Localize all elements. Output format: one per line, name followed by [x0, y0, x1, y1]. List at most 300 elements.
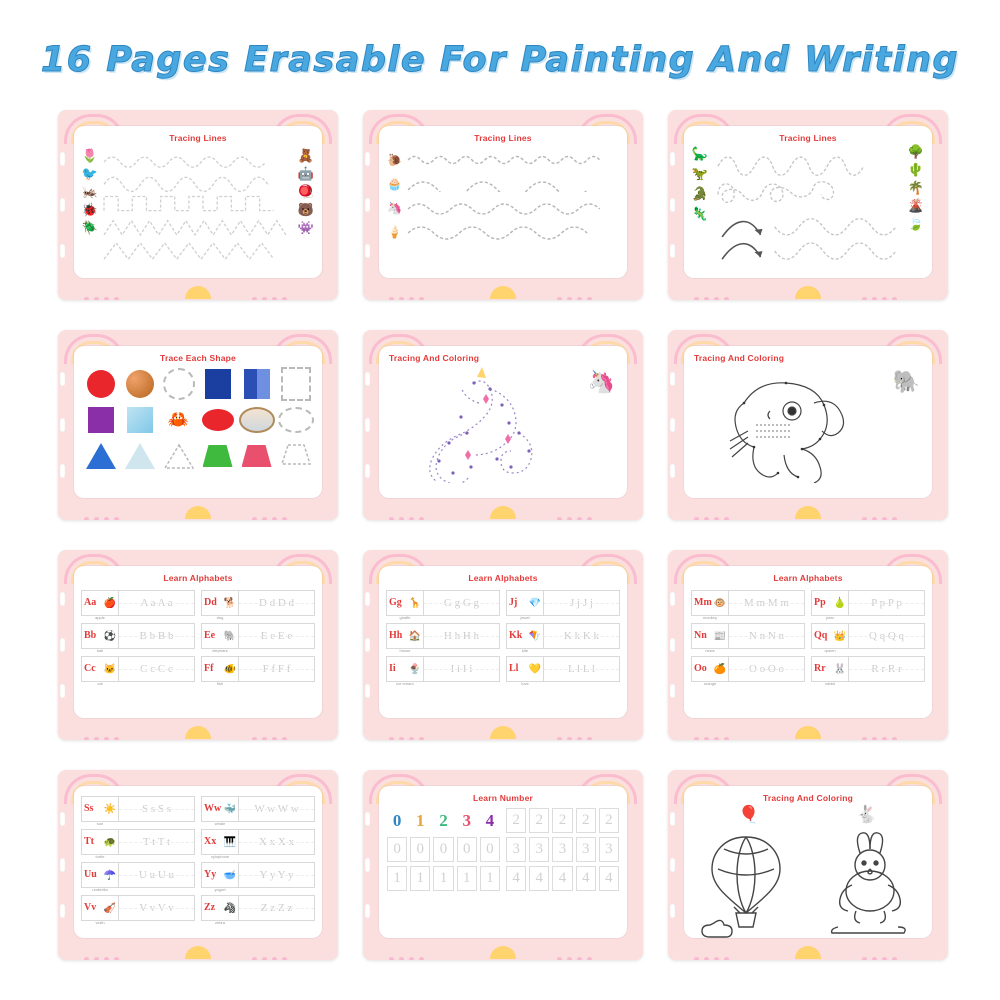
number-trace-cell[interactable]: 0 [387, 837, 407, 862]
number-sample: 4 [485, 810, 495, 830]
sun-icon [490, 946, 516, 959]
bug-sticker: 🦗 [81, 184, 99, 199]
number-row [506, 836, 619, 863]
alphabet-trace[interactable]: A a A a [119, 590, 195, 616]
number-trace-cell[interactable]: 2 [506, 808, 526, 833]
monkey-icon: 🐵 [713, 597, 726, 609]
page-sheet [684, 346, 932, 498]
cat-icon: 🐱 [103, 663, 116, 675]
dot-decor [694, 509, 754, 515]
sun-icon: ☀️ [103, 803, 116, 815]
dot-to-dot-area [684, 363, 932, 483]
alphabet-trace[interactable]: I i I i [424, 656, 500, 682]
page-sheet [684, 126, 932, 278]
alphabet-trace[interactable]: F f F f [239, 656, 315, 682]
sheet-title: Tracing Lines [474, 133, 532, 143]
number-trace-cell[interactable]: 1 [480, 866, 500, 891]
number-row [506, 865, 619, 892]
workbook-page[interactable] [668, 330, 948, 520]
number-row [387, 807, 500, 834]
workbook-page[interactable] [58, 550, 338, 740]
dot-decor [862, 729, 922, 735]
tracing-line [406, 200, 619, 216]
cactus-sticker: 🌵 [907, 162, 925, 177]
dot-decor [557, 509, 617, 515]
number-trace-cell[interactable]: 1 [457, 866, 477, 891]
newspaper-icon: 📰 [713, 630, 726, 642]
alphabet-letters: Rr [814, 663, 826, 674]
alphabet-word: house [399, 648, 411, 653]
binding-hole [670, 372, 675, 386]
sun-icon [185, 946, 211, 959]
alphabet-trace[interactable]: O o O o [729, 656, 805, 682]
page-sheet [684, 786, 932, 938]
alphabet-trace[interactable]: E e E e [239, 623, 315, 649]
number-trace-cell[interactable]: 4 [529, 866, 549, 891]
alphabet-word: violin [95, 920, 105, 925]
alphabet-letters: Cc [84, 663, 96, 674]
cupcake-sticker: 🧁 [387, 176, 402, 191]
alphabet-word: sun [96, 821, 104, 826]
crab-sticker: 🦀 [167, 410, 190, 429]
binding-hole [365, 198, 370, 212]
alphabet-trace[interactable]: D d D d [239, 590, 315, 616]
ball-icon: ⚽ [103, 630, 116, 642]
alphabet-word: ball [96, 648, 104, 653]
number-trace-cell[interactable]: 3 [529, 837, 549, 862]
dot-decor [252, 729, 312, 735]
workbook-page[interactable] [363, 550, 643, 740]
alphabet-entry[interactable] [386, 654, 500, 684]
alphabet-trace[interactable]: V v V v [119, 895, 195, 921]
dot-decor [557, 289, 617, 295]
square-picture-shape [127, 407, 153, 433]
binding-hole [365, 684, 370, 698]
alphabet-letters: Ll [509, 663, 519, 674]
workbook-page[interactable] [363, 110, 643, 300]
workbook-page[interactable] [668, 770, 948, 960]
palm-tree-sticker: 🌴 [907, 180, 925, 195]
alphabet-entry[interactable] [811, 654, 925, 684]
workbook-page[interactable] [58, 330, 338, 520]
alphabet-trace[interactable]: T t T t [119, 829, 195, 855]
alphabet-entry[interactable] [201, 621, 315, 651]
oval-picture-shape [239, 407, 275, 433]
binding-hole [365, 464, 370, 478]
binding-hole [60, 418, 65, 432]
number-trace-cell[interactable]: 2 [552, 808, 572, 833]
number-trace-cell[interactable]: 3 [599, 837, 619, 862]
rabbit-outline[interactable] [820, 829, 920, 938]
alphabet-word: news [705, 648, 715, 653]
page-sheet [684, 566, 932, 718]
page-sheet [379, 786, 627, 938]
binding-hole [670, 244, 675, 258]
alphabet-word: love [521, 681, 529, 686]
alphabet-entry[interactable] [201, 827, 315, 857]
number-trace-cell[interactable]: 1 [433, 866, 453, 891]
number-row [387, 836, 500, 863]
binding-hole [60, 198, 65, 212]
page-sheet [379, 346, 627, 498]
hot-air-balloon-outline[interactable] [696, 829, 796, 938]
number-trace-cell[interactable]: 2 [576, 808, 596, 833]
alphabet-trace[interactable]: Z z Z z [239, 895, 315, 921]
dot-decor [862, 509, 922, 515]
dot-decor [84, 289, 144, 295]
kite-icon: 🪁 [528, 630, 541, 642]
dot-decor [862, 949, 922, 955]
dot-decor [694, 729, 754, 735]
dot-decor [252, 289, 312, 295]
alphabet-letters: Ii [389, 663, 396, 674]
alphabet-trace[interactable]: S s S s [119, 796, 195, 822]
number-trace-cell[interactable]: 0 [480, 837, 500, 862]
workbook-page[interactable] [668, 110, 948, 300]
rectangle-dashed-shape[interactable] [281, 367, 311, 401]
sheet-title: Tracing And Coloring [694, 353, 785, 363]
alphabet-entry[interactable] [81, 588, 195, 618]
workbook-page[interactable] [58, 770, 338, 960]
alphabet-letters: Dd [204, 597, 217, 608]
dot-decor [557, 729, 617, 735]
alphabet-letters: Yy [204, 869, 217, 880]
alphabet-entry[interactable] [201, 860, 315, 890]
dinosaur-pink-sticker: 🦎 [691, 206, 709, 221]
binding-hole [670, 904, 675, 918]
dinosaur-blue-sticker: 🦖 [691, 166, 709, 181]
sun-icon [490, 506, 516, 519]
alphabet-trace[interactable]: W w W w [239, 796, 315, 822]
xylophone-icon: 🎹 [223, 836, 236, 848]
alphabet-trace[interactable]: Q q Q q [849, 623, 925, 649]
oval-solid-shape [202, 409, 234, 431]
number-trace-cell[interactable]: 4 [552, 866, 572, 891]
number-sample: 2 [439, 810, 448, 830]
rectangle-picture-shape [244, 369, 270, 399]
alphabet-trace[interactable]: K k K k [544, 623, 620, 649]
orange-icon: 🍊 [713, 663, 726, 675]
binding-hole [60, 858, 65, 872]
alphabet-word: whale [214, 821, 226, 826]
tracing-line [406, 176, 619, 192]
alphabet-entry[interactable] [201, 794, 315, 824]
number-trace-cell[interactable]: 0 [433, 837, 453, 862]
alphabet-entry[interactable] [81, 893, 195, 923]
tracing-line-shapes [714, 150, 902, 263]
sun-icon [185, 286, 211, 299]
tracing-row [387, 221, 619, 243]
alphabet-word: apple [95, 615, 105, 620]
sticker-column-right [296, 148, 316, 235]
house-icon: 🏠 [408, 630, 421, 642]
dot-decor [862, 289, 922, 295]
alphabet-entry[interactable] [81, 654, 195, 684]
alphabet-entry[interactable] [81, 794, 195, 824]
binding-hole [60, 684, 65, 698]
fish-icon: 🐠 [223, 663, 236, 675]
alphabet-trace[interactable]: C c C c [119, 656, 195, 682]
page-sheet [74, 566, 322, 718]
binding-hole [60, 904, 65, 918]
alphabet-grid [379, 583, 627, 684]
sun-icon [795, 286, 821, 299]
unicorn-sticker: 🦄 [587, 369, 615, 394]
binding-hole [670, 812, 675, 826]
alphabet-word: cat [97, 681, 103, 686]
sheet-title: Learn Alphabets [773, 573, 843, 583]
alphabet-letters: Zz [204, 902, 216, 913]
alphabet-trace[interactable]: N n N n [729, 623, 805, 649]
alphabet-word: zebra [214, 920, 225, 925]
toy-sticker: 🪀 [297, 184, 315, 199]
alphabet-letters: Qq [814, 630, 828, 641]
page-sheet [379, 126, 627, 278]
dot-decor [694, 289, 754, 295]
alphabet-letters: Xx [204, 836, 217, 847]
dot-decor [84, 949, 144, 955]
unicorn-sticker: 🦄 [387, 200, 402, 215]
sticker-column-left [690, 146, 710, 221]
triangle-solid-shape [86, 443, 116, 469]
binding-hole [670, 592, 675, 606]
dot-decor [389, 729, 449, 735]
triangle-dashed-shape[interactable] [164, 443, 194, 469]
alphabet-word: turtle [95, 854, 105, 859]
bear-sticker: 🐻 [297, 202, 315, 217]
volcano-sticker: 🌋 [907, 198, 925, 213]
alphabet-entry[interactable] [506, 621, 620, 651]
sticker-column-left [80, 148, 100, 235]
alphabet-word: ice cream [396, 681, 414, 686]
binding-hole [60, 372, 65, 386]
yogurt-icon: 🥣 [223, 869, 236, 881]
alphabet-trace[interactable]: X x X x [239, 829, 315, 855]
alphabet-trace[interactable]: L l L l [544, 656, 620, 682]
number-trace-cell[interactable]: 1 [410, 866, 430, 891]
number-grid [379, 803, 627, 892]
circle-dashed-shape[interactable] [163, 368, 195, 400]
binding-hole [365, 152, 370, 166]
heart-icon: 💛 [528, 663, 541, 675]
workbook-page[interactable] [668, 550, 948, 740]
binding-hole [365, 372, 370, 386]
sheet-title: Learn Number [472, 793, 534, 803]
alphabet-letters: Tt [84, 836, 94, 847]
alphabet-letters: Mm [694, 597, 712, 608]
sheet-title: Learn Alphabets [163, 573, 233, 583]
alphabet-trace[interactable]: U u U u [119, 862, 195, 888]
violin-icon: 🎻 [103, 902, 116, 914]
binding-hole [670, 418, 675, 432]
binding-hole [365, 418, 370, 432]
alphabet-word: xylophone [210, 854, 230, 859]
sticker-column-right [906, 144, 926, 231]
alphabet-trace[interactable]: G g G g [424, 590, 500, 616]
workbook-page[interactable] [363, 330, 643, 520]
pear-icon: 🍐 [833, 597, 846, 609]
binding-hole [365, 592, 370, 606]
binding-hole [365, 858, 370, 872]
number-sample: 1 [416, 810, 425, 830]
alphabet-grid [684, 583, 932, 684]
alphabet-trace[interactable]: M m M m [729, 590, 805, 616]
number-trace-cell[interactable]: 2 [599, 808, 619, 833]
alphabet-trace[interactable]: Y y Y y [239, 862, 315, 888]
ice-cream-icon: 🍨 [408, 663, 421, 675]
trapezoid-dashed-shape[interactable] [281, 443, 311, 470]
alphabet-letters: Oo [694, 663, 707, 674]
alphabet-letters: Uu [84, 869, 97, 880]
shapes-grid [74, 363, 322, 477]
number-trace-cell[interactable]: 4 [576, 866, 596, 891]
alphabet-entry[interactable] [811, 621, 925, 651]
trapezoid-picture-shape [242, 445, 272, 467]
alphabet-entry[interactable] [201, 654, 315, 684]
number-trace-cell[interactable]: 2 [529, 808, 549, 833]
alphabet-grid [74, 583, 322, 684]
alphabet-entry[interactable] [386, 621, 500, 651]
workbook-page[interactable] [58, 110, 338, 300]
ladybug-sticker: 🐞 [81, 202, 99, 217]
alphabet-word: kite [521, 648, 529, 653]
binding-hole [60, 592, 65, 606]
alphabet-letters: Gg [389, 597, 402, 608]
sheet-title: Learn Alphabets [468, 573, 538, 583]
whale-icon: 🐳 [223, 803, 236, 815]
binding-hole [365, 638, 370, 652]
snail-sticker: 🐌 [387, 152, 402, 167]
alphabet-entry[interactable] [691, 654, 805, 684]
alphabet-entry[interactable] [506, 654, 620, 684]
doll-sticker: 🧸 [297, 148, 315, 163]
page-sheet [379, 566, 627, 718]
workbook-page[interactable] [363, 770, 643, 960]
alphabet-entry[interactable] [691, 621, 805, 651]
giraffe-icon: 🦒 [408, 597, 421, 609]
hot-air-balloon-sticker: 🎈 [738, 805, 760, 824]
sun-icon [795, 506, 821, 519]
number-trace-cell[interactable]: 4 [506, 866, 526, 891]
alphabet-trace[interactable]: P p P p [849, 590, 925, 616]
ice-cream-sticker: 🍦 [387, 224, 402, 239]
alphabet-trace[interactable]: B b B b [119, 623, 195, 649]
alphabet-trace[interactable]: R r R r [849, 656, 925, 682]
alphabet-letters: Aa [84, 597, 97, 608]
dot-decor [389, 509, 449, 515]
alphabet-entry[interactable] [81, 621, 195, 651]
number-trace-cell[interactable]: 0 [410, 837, 430, 862]
tracing-line-shapes [102, 150, 294, 263]
flower-sticker: 🌷 [81, 148, 99, 163]
oval-dashed-shape[interactable] [278, 407, 314, 433]
alphabet-entry[interactable] [201, 893, 315, 923]
tracing-row [387, 149, 619, 171]
page-sheet [74, 126, 322, 278]
alphabet-word: jewel [520, 615, 530, 620]
sun-icon [795, 726, 821, 739]
alphabet-letters: Ww [204, 803, 222, 814]
monster-sticker: 👾 [297, 220, 315, 235]
tracing-line [406, 152, 619, 168]
alphabet-letters: Bb [84, 630, 97, 641]
zebra-icon: 🦓 [223, 902, 236, 914]
alphabet-entry[interactable] [81, 860, 195, 890]
alphabet-trace[interactable]: J j J j [544, 590, 620, 616]
alphabet-entry[interactable] [811, 588, 925, 618]
page-sheet [74, 786, 322, 938]
alphabet-word: giraffe [399, 615, 411, 620]
alphabet-word: dog [216, 615, 224, 620]
tracing-rows [379, 143, 627, 243]
binding-hole [60, 638, 65, 652]
rabbit-sticker: 🐇 [856, 805, 878, 824]
binding-hole [670, 684, 675, 698]
binding-hole [670, 638, 675, 652]
binding-hole [365, 244, 370, 258]
number-trace-cell[interactable]: 3 [552, 837, 572, 862]
coloring-area [684, 825, 932, 938]
trapezoid-solid-shape [203, 445, 233, 467]
dot-decor [389, 949, 449, 955]
number-trace-cell[interactable]: 1 [387, 866, 407, 891]
alphabet-entry[interactable] [506, 588, 620, 618]
tracing-line [406, 224, 619, 240]
binding-hole [60, 812, 65, 826]
alphabet-word: yogurt [214, 887, 226, 892]
alphabet-letters: Jj [509, 597, 518, 608]
jewel-icon: 💎 [528, 597, 541, 609]
alphabet-word: fish [216, 681, 224, 686]
alphabet-entry[interactable] [691, 588, 805, 618]
number-trace-cell[interactable]: 4 [599, 866, 619, 891]
dot-decor [557, 949, 617, 955]
alphabet-letters: Ee [204, 630, 216, 641]
number-trace-cell[interactable]: 3 [506, 837, 526, 862]
alphabet-entry[interactable] [81, 827, 195, 857]
number-sample: 3 [462, 810, 471, 830]
binding-hole [60, 152, 65, 166]
sun-icon [490, 286, 516, 299]
alphabet-letters: Ff [204, 663, 214, 674]
number-trace-cell[interactable]: 0 [457, 837, 477, 862]
binding-hole [670, 858, 675, 872]
sheet-title: Tracing Lines [169, 133, 227, 143]
binding-hole [365, 904, 370, 918]
alphabet-entry[interactable] [201, 588, 315, 618]
alphabet-word: pear [825, 615, 834, 620]
number-sample: 0 [392, 810, 402, 830]
dog-icon: 🐕 [223, 597, 236, 609]
rabbit-icon: 🐰 [833, 663, 846, 675]
page-sheet [74, 346, 322, 498]
alphabet-word: elephant [212, 648, 228, 653]
alphabet-entry[interactable] [386, 588, 500, 618]
circle-solid-shape [87, 370, 115, 398]
elephant-sticker: 🐘 [892, 369, 920, 394]
tracing-row [387, 197, 619, 219]
circle-picture-shape [126, 370, 154, 398]
number-trace-cell[interactable]: 3 [576, 837, 596, 862]
binding-hole [670, 464, 675, 478]
queen-icon: 👑 [833, 630, 846, 642]
alphabet-word: umbrella [92, 887, 108, 892]
beetle-sticker: 🪲 [81, 220, 99, 235]
pages-grid [58, 110, 948, 960]
alphabet-letters: Nn [694, 630, 707, 641]
alphabet-trace[interactable]: H h H h [424, 623, 500, 649]
dot-decor [252, 949, 312, 955]
